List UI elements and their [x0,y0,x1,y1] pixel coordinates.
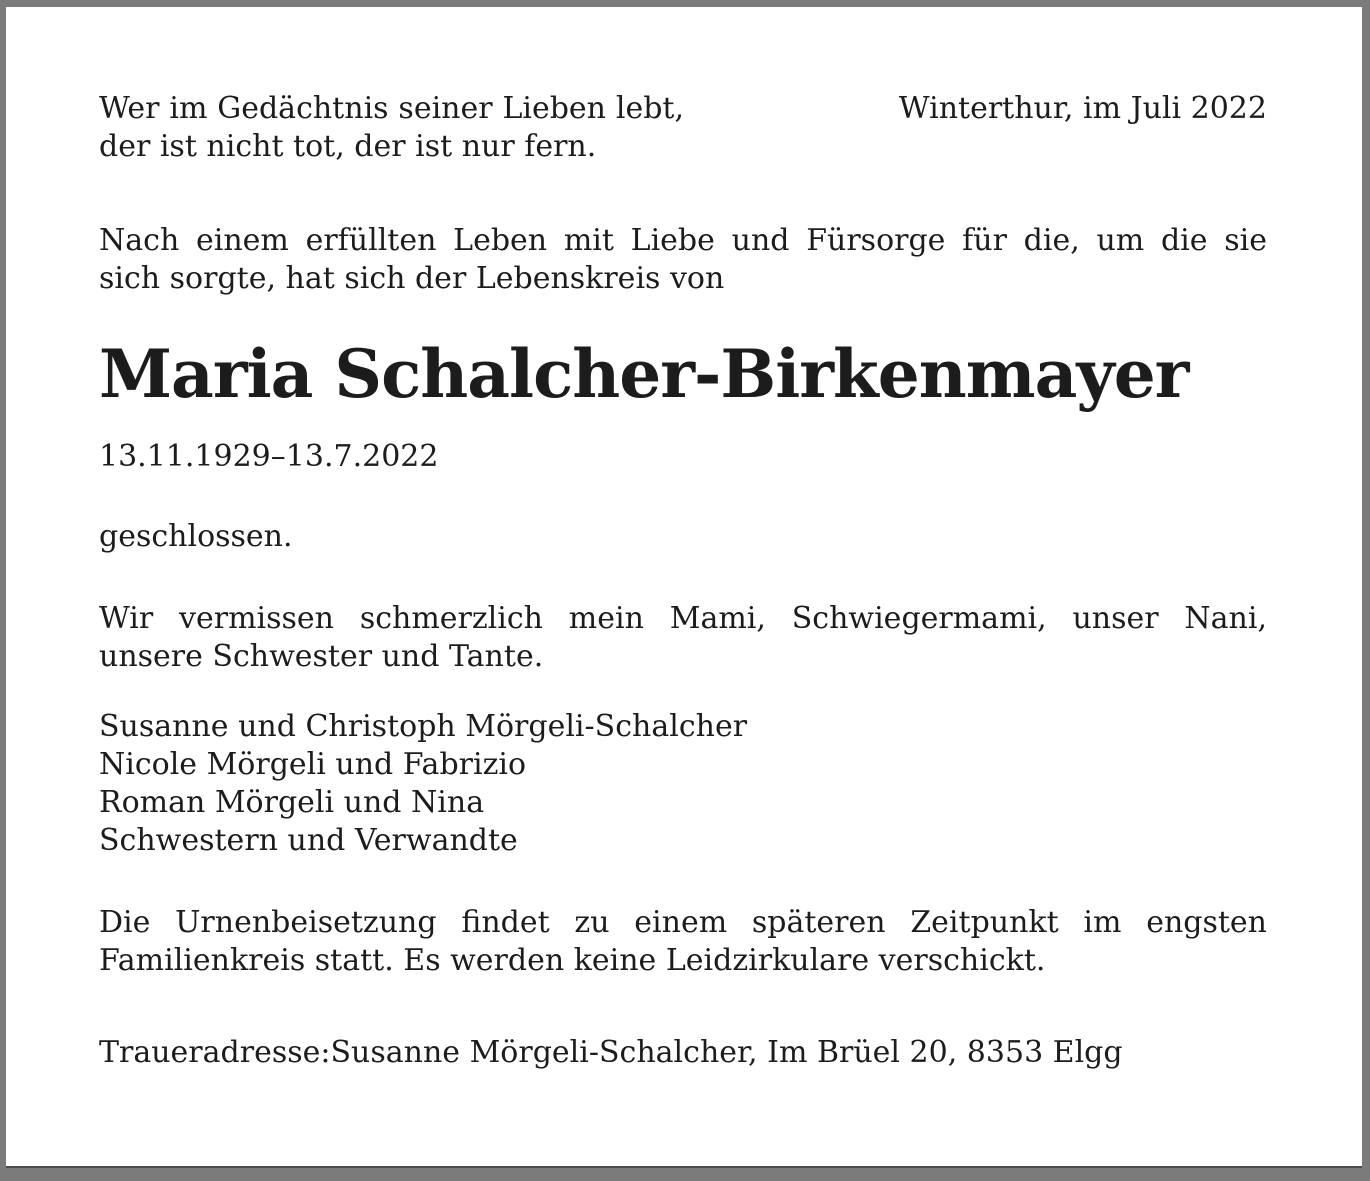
quote-line: der ist nicht tot, der ist nur fern. [99,129,597,164]
life-dates: 13.11.1929–13.7.2022 [99,439,439,474]
quote-line: Wer im Gedächtnis seiner Lieben lebt, [99,91,684,126]
header-row [99,90,1267,166]
funeral-line: Familienkreis statt. Es werden keine Leidzirkulare verschickt. [99,943,1046,978]
obituary-content [6,7,1362,1072]
family-member: Nicole Mörgeli und Fabrizio [99,747,527,782]
deceased-name: Maria Schalcher-Birkenmayer [99,335,1189,413]
funeral-line: Die Urnenbeisetzung findet zu einem späteren Zeitpunkt im engsten [99,905,1267,940]
memorial-quote [99,90,684,166]
mourning-paragraph [99,600,1267,676]
mourning-address: Traueradresse:Susanne Mörgeli-Schalcher, Im Brüel 20, 8353 Elgg [99,1035,1123,1070]
family-member: Susanne und Christoph Mörgeli-Schalcher [99,709,748,744]
intro-paragraph [99,222,1267,298]
intro-line: sich sorgte, hat sich der Lebenskreis von [99,261,725,296]
family-list [99,708,1267,860]
intro-line: Nach einem erfüllten Leben mit Liebe und Fürsorge für die, um die sie [99,223,1267,258]
closing-word: geschlossen. [99,519,293,554]
mourning-line: Wir vermissen schmerzlich mein Mami, Schwiegermami, unser Nani, [99,601,1267,636]
funeral-info-paragraph [99,904,1267,980]
mourning-line: unsere Schwester und Tante. [99,639,544,674]
place-dateline: Winterthur, im Juli 2022 [898,91,1267,126]
family-member: Schwestern und Verwandte [99,823,518,858]
family-member: Roman Mörgeli und Nina [99,785,485,820]
